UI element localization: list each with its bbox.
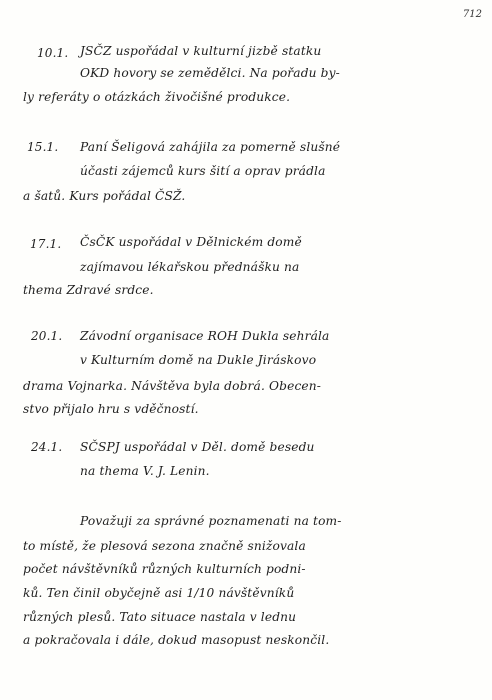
paragraph-line: to místě, že plesová sezona značně snižovala <box>23 539 306 553</box>
entry-line: thema Zdravé srdce. <box>23 283 154 297</box>
page-number: 712 <box>462 9 482 20</box>
entry-line: Paní Šeligová zahájila za pomerně slušné <box>80 140 341 154</box>
paragraph-line: různých plesů. Tato situace nastala v lednu <box>23 610 297 624</box>
entry-line: Závodní organisace ROH Dukla sehrála <box>80 329 330 343</box>
entry-date: 10.1. <box>37 46 69 60</box>
entry-date: 24.1. <box>31 440 63 454</box>
paragraph-line: a pokračovala i dále, dokud masopust neskončil. <box>23 633 330 647</box>
entry-line: a šatů. Kurs pořádal ČSŽ. <box>23 189 186 203</box>
entry-line: OKD hovory se zemědělci. Na pořadu by- <box>80 66 340 80</box>
entry-line: drama Vojnarka. Návštěva byla dobrá. Obecen- <box>23 379 322 393</box>
entry-date: 20.1. <box>31 329 63 343</box>
entry-line: ly referáty o otázkách živočišné produkce. <box>23 90 291 104</box>
entry-line: účasti zájemců kurs šití a oprav prádla <box>80 164 326 178</box>
entry-date: 17.1. <box>30 237 62 251</box>
entry-line: zajímavou lékařskou přednášku na <box>80 260 300 274</box>
entry-date: 15.1. <box>27 140 59 154</box>
paragraph-line: ků. Ten činil obyčejně asi 1/10 návštěvníků <box>23 586 295 600</box>
entry-line: stvo přijalo hru s vděčností. <box>23 402 199 416</box>
paragraph-line: Považuji za správné poznamenati na tom- <box>80 514 342 528</box>
paragraph-line: počet návštěvníků různých kulturních podni- <box>23 562 306 576</box>
entry-line: SČSPJ uspořádal v Děl. domě besedu <box>80 440 315 454</box>
entry-line: JSČZ uspořádal v kulturní jizbě statku <box>80 44 322 58</box>
entry-line: v Kulturním domě na Dukle Jiráskovo <box>80 353 317 367</box>
entry-line: ČsČK uspořádal v Dělnickém domě <box>80 235 302 249</box>
entry-line: na thema V. J. Lenin. <box>80 464 210 478</box>
